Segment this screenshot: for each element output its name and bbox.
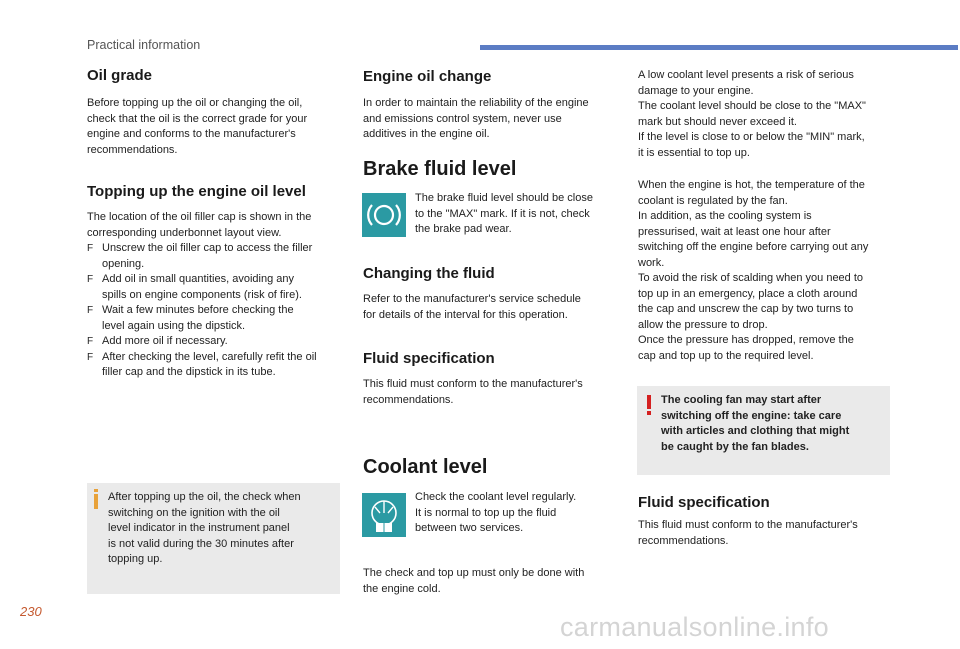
bullet-marker: F xyxy=(87,243,94,254)
topping-up-intro: The location of the oil filler cap is shown in the corresponding underbonnet layout view. xyxy=(87,211,312,239)
list-item: F Unscrew the oil filler cap to access the filler opening. xyxy=(87,242,313,270)
info-note-text: After topping up the oil, the check when switching on the ignition with the oil level indicator in the instrument panel is not valid during the 30 minutes after topping up. xyxy=(108,491,301,565)
info-note xyxy=(87,483,340,594)
oil-grade-text: Before topping up the oil or changing the oil, check that the oil is the correct grade for your engine and conforms to the manufacturer's recommendations. xyxy=(87,97,308,156)
coolant-spec-text: This fluid must conform to the manufacturer's recommendations. xyxy=(638,519,858,547)
coolant-level-heading: Coolant level xyxy=(363,456,488,478)
changing-fluid-heading: Changing the fluid xyxy=(363,265,495,282)
oil-change-text: In order to maintain the reliability of the engine and emissions control system, never use additives in the engine oil. xyxy=(363,97,589,140)
coolant-manual-icon xyxy=(362,493,406,537)
info-icon xyxy=(92,489,100,509)
page-number: 230 xyxy=(20,604,42,619)
coolant-spec-heading: Fluid specification xyxy=(638,494,770,511)
brake-warning-icon xyxy=(362,193,406,237)
bullet-marker: F xyxy=(87,336,94,347)
brake-fluid-text: The brake fluid level should be close to the "MAX" mark. If it is not, check the brake pad wear. xyxy=(415,192,593,235)
brake-fluid-spec-text: This fluid must conform to the manufacturer's recommendations. xyxy=(363,378,583,406)
coolant-cold-text: The check and top up must only be done with the engine cold. xyxy=(363,567,585,595)
brake-fluid-heading: Brake fluid level xyxy=(363,158,517,180)
bullet-marker: F xyxy=(87,351,94,363)
bullet-marker: F xyxy=(87,274,94,285)
section-header: Practical information xyxy=(87,38,201,52)
header-accent-bar xyxy=(480,45,958,50)
changing-fluid-text: Refer to the manufacturer's service schedule for details of the interval for this operation. xyxy=(363,293,581,321)
warning-note xyxy=(637,386,890,475)
watermark: carmanualsonline.info xyxy=(560,612,829,642)
list-item: F Add more oil if necessary. xyxy=(87,334,347,350)
oil-grade-heading: Oil grade xyxy=(87,67,153,84)
brake-fluid-spec-heading: Fluid specification xyxy=(363,350,495,367)
warning-icon xyxy=(645,395,653,415)
hot-engine-text: When the engine is hot, the temperature of the coolant is regulated by the fan. In addition, as the cooling system is pressurised, wait at least one hour after switching off the engine before carrying out any work. To avoid the risk of scalding when you need to top up in an emergency, place a cloth around the cap and unscrew the cap by two turns to allow the pressure to drop. Once the pressure has dropped, remove the cap and top up to the required level. xyxy=(638,179,869,362)
list-item: F Wait a few minutes before checking the level again using the dipstick. xyxy=(87,304,294,332)
warning-note-text: The cooling fan may start after switching off the engine: take care with articles and clothing that might be caught by the fan blades. xyxy=(661,394,850,453)
topping-up-steps xyxy=(87,241,347,381)
list-item: F Add oil in small quantities, avoiding any spills on engine components (risk of fire). xyxy=(87,273,302,301)
low-coolant-text: A low coolant level presents a risk of serious damage to your engine. The coolant level should be close to the "MAX" mark but should never exceed it. If the level is close to or below the "MIN" mark, it is essential to top up. xyxy=(638,69,866,159)
coolant-level-text: Check the coolant level regularly. It is normal to top up the fluid between two services. xyxy=(415,491,577,534)
oil-change-heading: Engine oil change xyxy=(363,68,492,85)
list-item: F After checking the level, carefully refit the oil filler cap and the dipstick in its tube. xyxy=(87,350,317,378)
bullet-marker: F xyxy=(87,305,94,316)
topping-up-heading: Topping up the engine oil level xyxy=(87,183,306,200)
